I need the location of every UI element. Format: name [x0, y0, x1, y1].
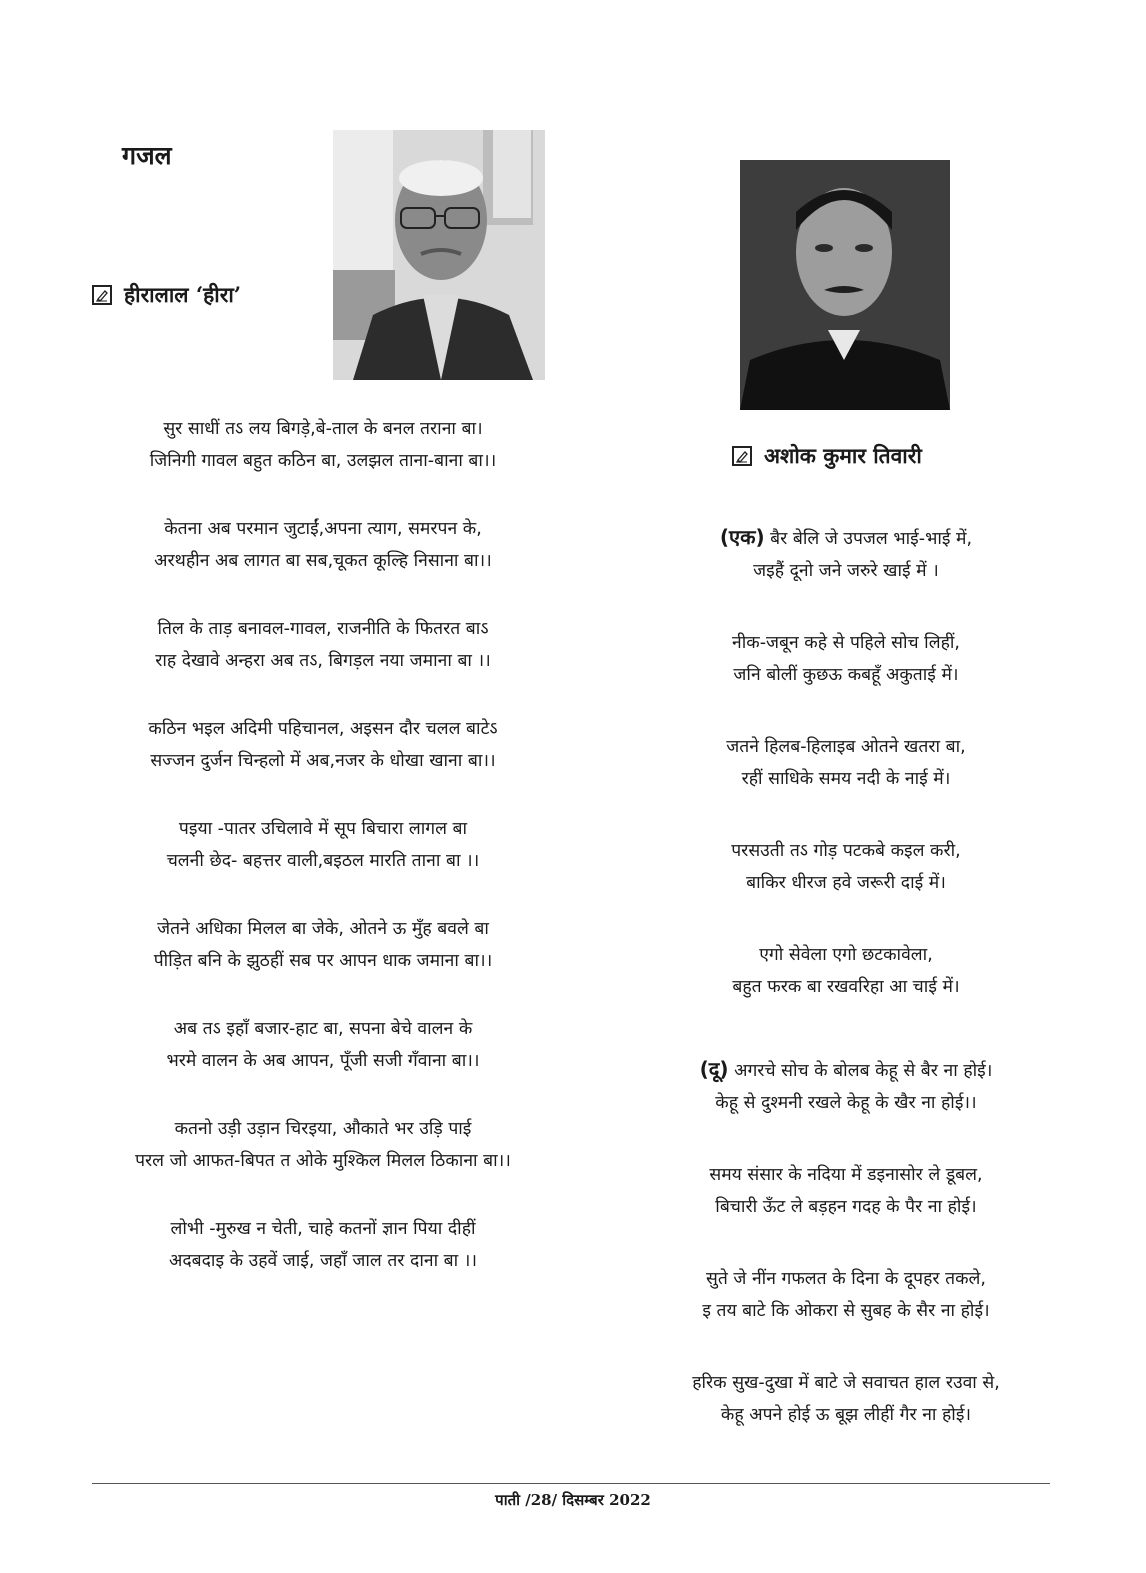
verse-line: (एक) बैर बेलि जे उपजल भाई-भाई में, [719, 525, 973, 549]
verse-line: अब तऽ इहाँ बजार-हाट बा, सपना बेचे वालन के [173, 1019, 473, 1039]
verse-line: परसउती तऽ गोड़ पटकबे कइल करी, [731, 841, 961, 861]
verse-line: परल जो आफत-बिपत त ओके मुश्किल मिलल ठिकाना बा।। [135, 1151, 511, 1171]
stanza [78, 1113, 568, 1177]
stanza [628, 627, 1064, 691]
author-name: अशोक कुमार तिवारी [764, 443, 922, 468]
stanza [628, 1053, 1064, 1119]
stanza [78, 913, 568, 977]
page-title: गजल [122, 141, 172, 170]
section-gap [628, 1003, 1064, 1053]
verse-line: लोभी -मुरुख न चेती, चाहे कतनों ज्ञान पिया दीहीं [170, 1219, 476, 1239]
author-photo [333, 130, 545, 380]
verse-line: एगो सेवेला एगो छटकावेला, [759, 945, 933, 965]
verse-line: इ तय बाटे कि ओकरा से सुबह के सैर ना होई। [702, 1301, 990, 1321]
verse-line: कतनो उड़ी उड़ान चिरइया, औकाते भर उड़ि पाई [174, 1119, 472, 1139]
verse-line: चलनी छेद- बहत्तर वाली,बइठल मारति ताना बा ।। [166, 851, 480, 871]
stanza [78, 713, 568, 777]
stanza [628, 1263, 1064, 1327]
page-footer: पाती /28/ दिसम्बर 2022 [495, 1491, 651, 1509]
verse-line: केहू अपने होई ऊ बूझ लीहीं गैर ना होई। [720, 1405, 972, 1425]
verse-line: अदबदाइ के उहवें जाई, जहाँ जाल तर दाना बा ।। [168, 1251, 478, 1271]
footer-divider [92, 1483, 1050, 1484]
stanza [78, 513, 568, 577]
verse-line: (दू) अगरचे सोच के बोलब केहू से बैर ना होई। [699, 1057, 993, 1081]
verse-line: हरिक सुख-दुखा में बाटे जे सवाचत हाल रउवा से, [692, 1373, 1000, 1393]
verse-line: जतने हिलब-हिलाइब ओतने खतरा बा, [726, 737, 966, 757]
author-left [92, 281, 241, 309]
stanza [628, 521, 1064, 587]
stanza [78, 1013, 568, 1077]
stanza [78, 413, 568, 477]
verse-line: तिल के ताड़ बनावल-गावल, राजनीति के फितरत बाऽ [157, 619, 489, 639]
verse-line: जिनिगी गावल बहुत कठिन बा, उलझल ताना-बाना बा।। [149, 451, 497, 471]
pen-icon [732, 446, 752, 466]
stanza [628, 1159, 1064, 1223]
verse-line: पीड़ित बनि के झुठहीं सब पर आपन धाक जमाना बा।। [153, 951, 493, 971]
verse-line: समय संसार के नदिया में डइनासोर ले डूबल, [709, 1165, 983, 1185]
stanza [628, 731, 1064, 795]
verse-line: बहुत फरक बा रखवरिहा आ चाई में। [732, 977, 960, 997]
verse-line: बिचारी ऊँट ले बड़हन गदह के पैर ना होई। [715, 1197, 977, 1217]
stanza [78, 613, 568, 677]
pen-icon [92, 285, 112, 305]
stanza [628, 835, 1064, 899]
section-marker: (दू) [699, 1057, 729, 1081]
verse-line: भरमे वालन के अब आपन, पूँजी सजी गँवाना बा।। [166, 1051, 480, 1071]
stanza [78, 813, 568, 877]
stanza [628, 1367, 1064, 1431]
author-right [732, 442, 922, 470]
section-marker: (एक) [719, 525, 765, 549]
verse-line: जेतने अधिका मिलल बा जेके, ओतने ऊ मुँह बवले बा [157, 919, 489, 939]
verse-line: राह देखावे अन्हरा अब तऽ, बिगड़ल नया जमाना बा ।। [155, 651, 491, 671]
verse-line: पइया -पातर उचिलावे में सूप बिचारा लागल बा [178, 819, 468, 839]
verse-line: सज्जन दुर्जन चिन्हलो में अब,नजर के धोखा खाना बा।। [150, 751, 496, 771]
verse-line: जइहैं दूनो जने जरुरे खाई में । [753, 561, 939, 581]
verse-line: अरथहीन अब लागत बा सब,चूकत कूल्हि निसाना बा।। [154, 551, 492, 571]
stanza [628, 939, 1064, 1003]
verse-line: बाकिर धीरज हवे जरूरी दाई में। [746, 873, 946, 893]
stanza [78, 1213, 568, 1277]
verse-line: केहू से दुश्मनी रखले केहू के खैर ना होई।। [715, 1093, 977, 1113]
author-photo [740, 160, 950, 410]
verse-line: कठिन भइल अदिमी पहिचानल, अइसन दौर चलल बाटेऽ [148, 719, 498, 739]
verse-line: जनि बोलीं कुछऊ कबहूँ अकुताई में। [733, 665, 959, 685]
verse-line: सुते जे नींन गफलत के दिना के दूपहर तकले, [706, 1269, 986, 1289]
ghazal-left [78, 413, 568, 1277]
ghazal-right [628, 521, 1064, 1431]
verse-line: रहीं साधिके समय नदी के नाई में। [741, 769, 951, 789]
author-name: हीरालाल ‘हीरा’ [124, 282, 242, 307]
verse-line: सुर साधीं तऽ लय बिगड़े,बे-ताल के बनल तराना बा। [163, 419, 483, 439]
verse-line: केतना अब परमान जुटाईं,अपना त्याग, समरपन के, [164, 519, 482, 539]
verse-line: नीक-जबून कहे से पहिले सोच लिहीं, [732, 633, 960, 653]
